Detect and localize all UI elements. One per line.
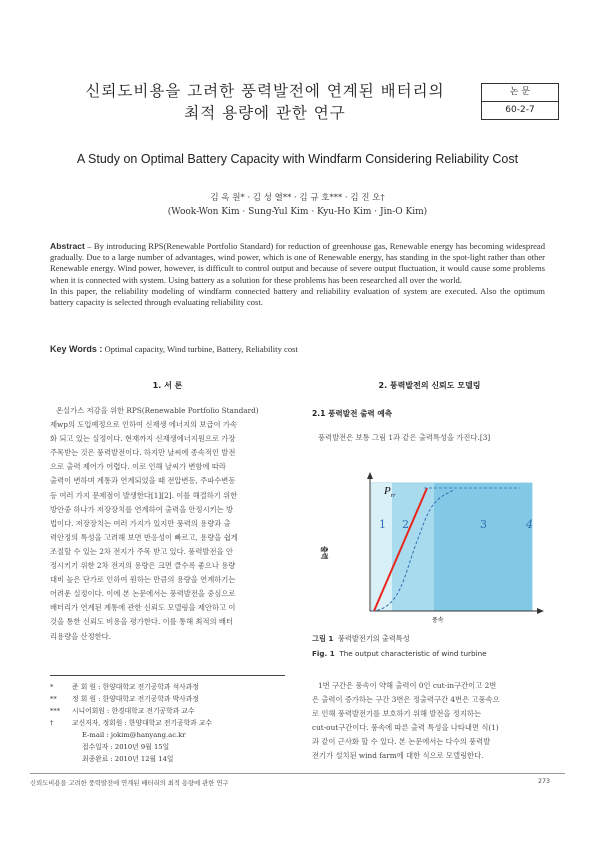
- section1-line: 방안중 하나가 저장장치를 연계하여 출력을 안정시키는 방: [50, 504, 234, 514]
- footnote-item: [50, 741, 290, 753]
- footnote-item: [50, 717, 290, 729]
- figure1-caption-ko-label: 그림 1: [312, 634, 334, 643]
- section1-line: 법이다. 저장장치는 여러 가지가 있지만 풍력의 용량과 출: [50, 518, 231, 528]
- region-label-2: 2: [402, 518, 409, 531]
- figure1-caption-en-label: Fig. 1: [312, 649, 335, 658]
- footnote-item: [50, 681, 290, 693]
- paper-tag-box: [481, 83, 559, 120]
- footer-rule: [30, 773, 565, 774]
- section1-line: 제wp의 도입예정으로 인하여 신재생 에너지의 보급이 가속: [50, 420, 237, 430]
- section1-line: 등 여러 가지 문제점이 발생한다[1][2]. 이를 해결하기 위한: [50, 490, 238, 500]
- y-axis-arrow: [367, 472, 373, 479]
- region-label-4: 4: [526, 518, 533, 531]
- section1-body: [50, 404, 290, 644]
- section1-line: 어려운 실정이다. 이에 본 논문에서는 풍력발전을 중심으로: [50, 589, 236, 599]
- section1-line: 조절할 수 있는 2차 전지가 주목 받고 있다. 풍력발전을 안: [50, 546, 233, 556]
- section2-line: cut-out구간이다. 풍속에 따른 출력 특성을 나타내면 식(1): [312, 723, 499, 733]
- section1-line: 온실가스 저감을 위한 RPS(Renewable Portfolio Standard): [56, 406, 259, 415]
- section1-line: 출력이 변하며 계통과 연계되었을 때 전압변동, 주파수변동: [50, 476, 236, 486]
- section2-line: 은 출력이 증가하는 구간 3번은 정출력구간 4번은 고풍속으: [312, 695, 500, 705]
- section2-intro: 풍력발전은 보통 그림 1과 같은 출력특성을 가진다.[3]: [318, 433, 491, 442]
- footnote-item: [50, 693, 290, 705]
- region-3-background: [434, 483, 532, 611]
- section1-line: 화 되고 있는 실정이다. 현재까지 신재생에너지원으로 가장: [50, 434, 236, 444]
- footnote-mark: *: [50, 683, 54, 691]
- section2-line: 1번 구간은 풍속이 약해 출력이 0인 cut-in구간이고 2번: [318, 681, 497, 690]
- pr-label-main: P: [384, 485, 391, 497]
- title-english: A Study on Optimal Battery Capacity with Windfarm Considering Reliability Cost: [76, 152, 519, 166]
- section2-heading: 2. 풍력발전의 신뢰도 모델링: [378, 381, 481, 390]
- footnote-text: 최종완료 : 2010년 12월 14일: [82, 755, 174, 763]
- title-korean-line2: 최적 용량에 관한 연구: [184, 104, 346, 122]
- footnote-item: [50, 753, 290, 765]
- region-label-1: 1: [379, 518, 386, 531]
- subsection-2-1-heading: 2.1 풍력발전 출력 예측: [312, 409, 393, 418]
- section1-line: 력안정의 특성을 고려해 보면 반응성이 빠르고, 용량을 쉽게: [50, 532, 238, 542]
- paper-id: 60-2-7: [505, 105, 535, 115]
- footnote-mark: [50, 729, 72, 741]
- abstract-text-2: In this paper, the reliability modeling of windfarm connected battery and reliability evaluation of system are executed. Also the optimum battery capacity is selected through evaluating reliability cost.: [50, 285, 545, 308]
- paper-type-label: 논 문: [482, 84, 558, 102]
- footnote-mark: [50, 753, 72, 765]
- footer-running-title: 신뢰도비용을 고려한 풍력발전에 연계된 배터리의 최적 용량에 관한 연구: [30, 780, 229, 787]
- footnote-text: 준 회 원 : 한양대학교 전기공학과 석사과정: [72, 683, 199, 691]
- keywords: [50, 344, 545, 354]
- footnote-mark: ***: [50, 707, 61, 715]
- footnote-text: 정 회 원 : 한양대학교 전기공학과 박사과정: [72, 695, 199, 703]
- keywords-text: Optimal capacity, Wind turbine, Battery, Reliability cost: [104, 344, 298, 354]
- figure1-caption-en-text: The output characteristic of wind turbine: [339, 649, 487, 658]
- figure1-caption-en: [312, 649, 487, 658]
- figure1-caption-ko-text: 풍력발전기의 출력특성: [337, 634, 410, 643]
- authors-korean: 김 옥 원* · 김 성 열** · 김 규 호*** · 김 진 오†: [210, 193, 385, 203]
- footnote-mark: **: [50, 695, 57, 703]
- section1-line: 리용량을 산정한다.: [50, 631, 112, 641]
- x-axis-arrow: [537, 608, 544, 614]
- abstract: [50, 241, 545, 308]
- x-axis-label: 풍속: [432, 617, 444, 624]
- authors-english: (Wook-Won Kim · Sung-Yul Kim · Kyu-Ho Kim · Jin-O Kim): [167, 207, 428, 217]
- footnote-text: 접수일자 : 2010년 9월 15일: [82, 743, 170, 751]
- y-axis-label: 출력: [320, 546, 328, 560]
- region-label-3: 3: [480, 518, 487, 531]
- footnote-mark: [50, 741, 72, 753]
- section1-line: 배터리가 연계된 계통에 관한 신뢰도 모델링을 제안하고 이: [50, 603, 236, 613]
- footnote-item: [50, 729, 290, 741]
- section1-line: 것을 통한 신뢰도 비용을 평가한다. 이를 통해 최적의 배터: [50, 617, 233, 627]
- title-korean-line1: 신뢰도비용을 고려한 풍력발전에 연계된 배터리의: [85, 82, 445, 100]
- footnote-text: 교신저자, 정회원 : 한양대학교 전기공학과 교수: [72, 719, 213, 727]
- footnotes: [50, 681, 290, 765]
- section1-line: 정시키기 위한 2차 전지의 용량은 크면 클수록 좋으나 용량: [50, 561, 236, 571]
- footnote-mark: †: [50, 719, 54, 727]
- figure1-wind-output-chart: [312, 466, 552, 626]
- abstract-text: – By introducing RPS(Renewable Portfolio Standard) for reduction of greenhouse gas, Renewable energy has becoming widespread gradually. Due to a large number of advantages, wind power, which is one of Renewable energy, has standing in the spot-light rather than other Renewable energy. Wind power, however, is difficult to control output and because of severe output fluctuation, it would cause some problems when it is connected with system. Using battery as a solution for these problems has been researched all over the world.: [50, 241, 545, 285]
- section1-line: 으로 출력 제어가 어렵다. 이로 인해 날씨가 변함에 따라: [50, 462, 226, 472]
- footnote-text: E-mail : jokim@hanyang.ac.kr: [82, 731, 186, 739]
- section2-line: 과 같이 근사화 할 수 있다. 본 논문에서는 다수의 풍력발: [312, 737, 491, 747]
- section1-heading: 1. 서 론: [152, 381, 183, 390]
- pr-label-sub: rr: [390, 493, 396, 499]
- keywords-label: Key Words :: [50, 344, 103, 354]
- section1-line: 대비 높은 단가로 인하여 원하는 만큼의 용량을 연계하기는: [50, 575, 236, 585]
- footnote-text: 시니어회원 : 한경대학교 전기공학과 교수: [72, 707, 195, 715]
- figure1-caption-ko: [312, 634, 410, 644]
- section1-line: 주목받는 것은 풍력발전이다. 하지만 날씨에 종속적인 발전: [50, 448, 236, 458]
- title-korean: [60, 80, 470, 124]
- footnote-rule: [50, 675, 285, 676]
- section2-line: 전기가 설치된 wind farm에 대한 식으로 모델링한다.: [312, 751, 484, 761]
- section2-line: 로 인해 풍력발전기를 보호하기 위해 발전을 정지하는: [312, 709, 481, 719]
- abstract-label: Abstract: [50, 241, 85, 251]
- page-number: 273: [538, 778, 551, 785]
- footnote-item: [50, 705, 290, 717]
- section2-body: [312, 679, 550, 764]
